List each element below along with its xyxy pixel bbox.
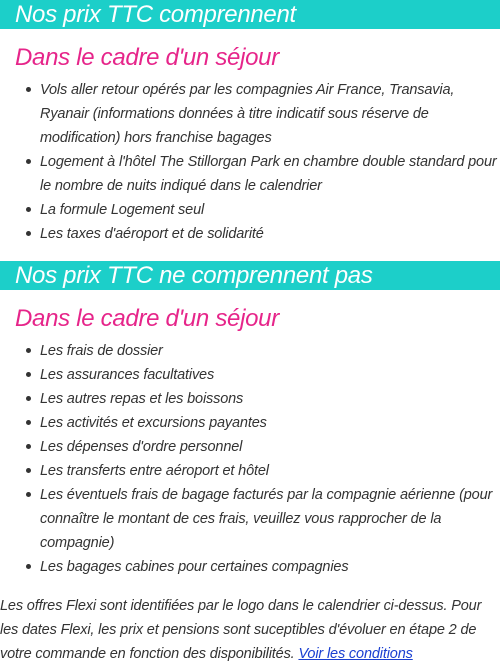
excluded-band-title: Nos prix TTC ne comprennent pas — [15, 262, 373, 289]
excluded-subtitle: Dans le cadre d'un séjour — [15, 305, 279, 332]
conditions-link[interactable]: Voir les conditions — [298, 646, 413, 662]
flexi-footer-note — [0, 594, 500, 666]
list-item: Les transferts entre aéroport et hôtel — [24, 459, 500, 483]
included-list — [0, 78, 500, 246]
flexi-note-text: Les offres Flexi sont identifiées par le logo dans le calendrier ci-dessus. Pour les dates Flexi, les prix et pensions sont suceptibles d'évoluer en étape 2 de votre commande en fonction des disponibilités. — [0, 598, 482, 662]
list-item: Vols aller retour opérés par les compagnies Air France, Transavia, Ryanair (informations données à titre indicatif sous réserve de modification) hors franchise bagages — [24, 78, 500, 150]
list-item: Les bagages cabines pour certaines compagnies — [24, 555, 500, 579]
list-item: Les assurances facultatives — [24, 363, 500, 387]
included-band-title: Nos prix TTC comprennent — [15, 1, 296, 28]
list-item: Les activités et excursions payantes — [24, 411, 500, 435]
excluded-band — [0, 261, 500, 290]
included-subtitle: Dans le cadre d'un séjour — [15, 44, 279, 71]
list-item: Les taxes d'aéroport et de solidarité — [24, 222, 500, 246]
list-item: Les frais de dossier — [24, 339, 500, 363]
list-item: Les dépenses d'ordre personnel — [24, 435, 500, 459]
excluded-list — [0, 339, 500, 579]
list-item: Les éventuels frais de bagage facturés par la compagnie aérienne (pour connaître le montant de ces frais, veuillez vous rapprocher de la compagnie) — [24, 483, 500, 555]
included-band — [0, 0, 500, 29]
list-item: Les autres repas et les boissons — [24, 387, 500, 411]
list-item: Logement à l'hôtel The Stillorgan Park en chambre double standard pour le nombre de nuits indiqué dans le calendrier — [24, 150, 500, 198]
list-item: La formule Logement seul — [24, 198, 500, 222]
